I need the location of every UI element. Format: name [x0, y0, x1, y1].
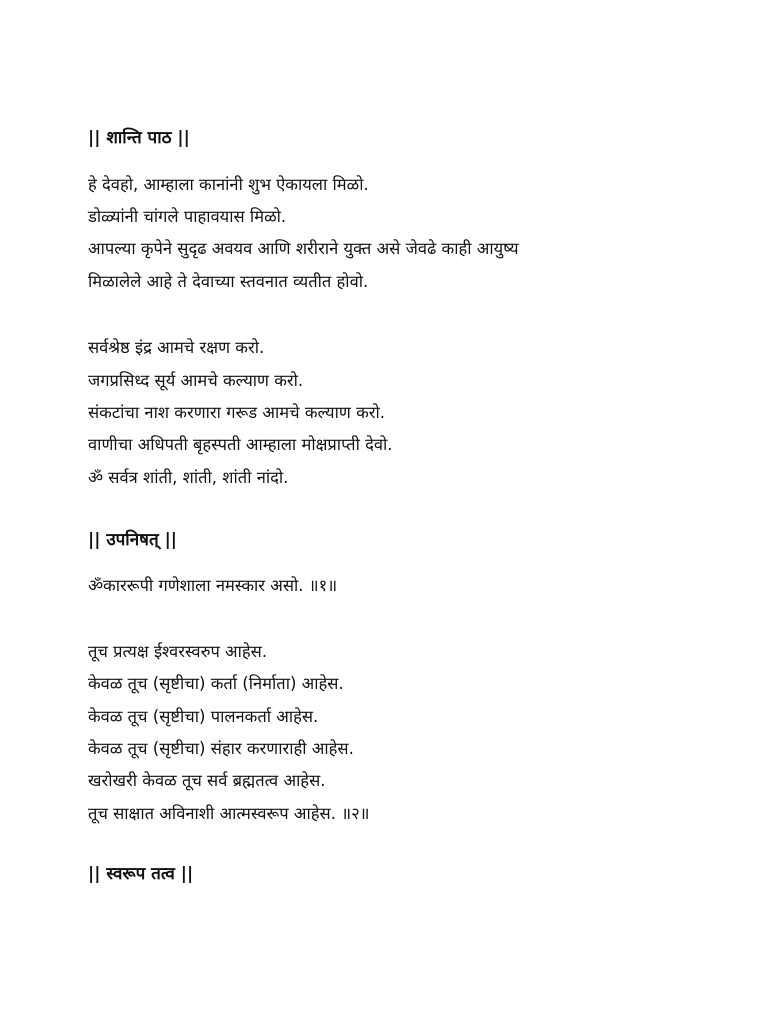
section-heading-upanishat: || उपनिषत् || — [88, 530, 177, 550]
text-line: केवळ तूच (सृष्टीचा) पालनकर्ता आहेस. — [88, 707, 319, 726]
text-line: ॐकाररूपी गणेशाला नमस्कार असो. ॥१॥ — [88, 576, 338, 595]
text-line: आपल्या कृपेने सुदृढ अवयव आणि शरीराने युक्त असे जेवढे काही आयुष्य — [88, 239, 519, 258]
section-heading-swaroop-tatva: || स्वरूप तत्व || — [88, 864, 194, 884]
text-line: मिळालेले आहे ते देवाच्या स्तवनात व्यतीत होवो. — [88, 272, 369, 291]
text-line: तूच प्रत्यक्ष ईश्वरस्वरुप आहेस. — [88, 642, 268, 661]
text-line: ॐ सर्वत्र शांती, शांती, शांती नांदो. — [88, 468, 289, 487]
text-line: जगप्रसिध्द सूर्य आमचे कल्याण करो. — [88, 371, 304, 390]
text-line: खरोखरी केवळ तूच सर्व ब्रह्मतत्व आहेस. — [88, 771, 326, 790]
text-line: वाणीचा अधिपती बृहस्पती आम्हाला मोक्षप्राप्ती देवो. — [88, 435, 393, 454]
text-line: संकटांचा नाश करणारा गरूड आमचे कल्याण करो. — [88, 403, 386, 422]
text-line: तूच साक्षात अविनाशी आत्मस्वरूप आहेस. ॥२॥ — [88, 804, 370, 823]
text-line: सर्वश्रेष्ठ इंद्र आमचे रक्षण करो. — [88, 338, 265, 357]
text-line: डोळ्यांनी चांगले पाहावयास मिळो. — [88, 207, 287, 226]
text-line: केवळ तूच (सृष्टीचा) कर्ता (निर्माता) आहेस. — [88, 674, 344, 693]
section-heading-shanti-path: || शान्ति पाठ || — [88, 128, 190, 148]
text-line: केवळ तूच (सृष्टीचा) संहार करणाराही आहेस. — [88, 739, 354, 758]
text-line: हे देवहो, आम्हाला कानांनी शुभ ऐकायला मिळो. — [88, 175, 369, 194]
